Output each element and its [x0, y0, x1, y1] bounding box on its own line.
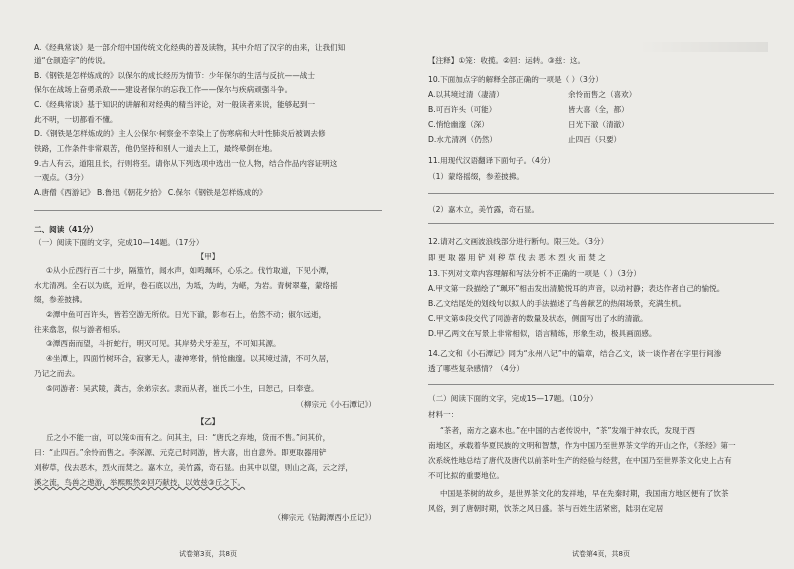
jia-p2-line-2: 往来翕忽，似与游者相乐。 [34, 325, 126, 334]
jia-source: （柳宗元《小石潭记》） [296, 400, 376, 409]
material-label: 材料一： [428, 410, 459, 419]
material-line-6: 风俗，到了唐朝时期，饮茶之风日盛。茶与百姓生活紧密，陆羽在定居 [428, 504, 664, 513]
question-11: 11.用现代汉语翻译下面句子。（4分） [428, 156, 556, 165]
question-12: 12.请对乙文画波浪线部分进行断句。限三处。（3分） [428, 237, 609, 246]
left-page [34, 0, 382, 569]
q10-c-left: C.悄怆幽邃（深） [428, 120, 489, 129]
question-9-choices: A.唐僧《西游记》 B.鲁迅《朝花夕拾》 C.保尔《钢铁是怎样炼成的》 [34, 188, 267, 197]
q13-option-b: B.乙文结尾处的划线句以拟人的手法描述了鸟兽献艺的热闹场景，充满生机。 [428, 299, 687, 308]
q13-option-c: C.甲文第⑤段交代了同游者的数量及状态，侧面写出了水的清澈。 [428, 314, 648, 323]
bleed-through-mark [638, 42, 768, 52]
option-b-line-2: 保尔在战场上奋勇杀敌——建设者保尔的忘我工作——保尔与疾病顽强斗争。 [34, 85, 293, 94]
material-line-3: 次系统性地总结了唐代及唐代以前茶叶生产的经验与经营，在中国乃至世界茶文化史上占有 [428, 456, 732, 465]
q10-b-left: B.可百许头（可能） [428, 105, 497, 114]
option-c-line-1: C.《经典常谈》基于知识的讲解和对经典的精当评论，对一般读者来说，能够起到一 [34, 100, 316, 109]
q10-a-left: A.以其境过清（凄清） [428, 90, 504, 99]
question-10: 10.下面加点字的解释全部正确的一项是（ ）（3分） [428, 75, 603, 84]
question-13: 13.下列对文章内容理解和写法分析不正确的一项是（ ）（3分） [428, 269, 641, 278]
reading-intro: （一）阅读下面的文字，完成10—14题。（17分） [34, 238, 204, 247]
q10-a-right: 余怜而售之（喜欢） [568, 90, 637, 99]
yi-source: （柳宗元《钴鉧潭西小丘记》） [273, 513, 376, 522]
yi-line-2: 曰：“止四百。”余怜而售之。李深源、元克己时同游，皆大喜，出自意外。即更取器用铲 [34, 448, 327, 457]
right-page [428, 0, 774, 569]
q13-option-a: A.甲文第一段描绘了“珮环”相击发出清脆悦耳的声音，以动衬静；表达作者自己的愉悦。 [428, 284, 725, 293]
annotation-note: 【注释】①笼：收揽。②回：运转。③兹：这。 [428, 56, 586, 65]
option-a-line-1: A.《经典常谈》是一部介绍中国传统文化经典的普及读物，其中介绍了汉字的由来，让我们知 [34, 43, 346, 52]
answer-line [34, 210, 382, 211]
q10-d-right: 止四百（只要） [568, 135, 622, 144]
question-12-text: 即 更 取 器 用 铲 刈 秽 草 伐 去 恶 木 烈 火 而 焚 之 [428, 253, 606, 262]
jia-p1-line-2: 水尤清冽。全石以为底，近岸，卷石底以出，为坻，为屿，为嵁，为岩。青树翠蔓，蒙络摇 [34, 281, 338, 290]
q10-d-left: D.水尤清冽（仍然） [428, 135, 498, 144]
jia-p2-line-1: ②潭中鱼可百许头，皆若空游无所依。日光下澈，影布石上，佁然不动；俶尔远逝， [46, 310, 327, 319]
option-c-line-2: 此不明，一切都看不懂。 [34, 115, 118, 124]
option-a-line-2: 道“仓颉造字”的传说。 [34, 56, 111, 65]
jia-p4-line-1: ④坐潭上，四面竹树环合，寂寥无人，凄神寒骨，悄怆幽邃。以其境过清，不可久居， [46, 354, 334, 363]
option-d-line-1: D.《钢铁是怎样炼成的》主人公保尔·柯察金不幸染上了伤寒病和大叶性肺炎后被调去修 [34, 129, 326, 138]
question-11-part-2: （2）嘉木立，美竹露，奇石显。 [428, 205, 540, 214]
jia-label: 【甲】 [196, 252, 220, 261]
option-d-line-2: 铁路，工作条件非常艰苦，他仍坚持和别人一道去上工，最终晕倒在地。 [34, 144, 277, 153]
q13-option-d: D.甲乙两文在写景上非常相似，语言精练，形象生动，极具画面感。 [428, 329, 657, 338]
answer-line [428, 193, 774, 194]
question-14-line-1: 14.乙文和《小石潭记》同为“永州八记”中的篇章，结合乙文，谈一谈作者在字里行间渗 [428, 349, 722, 358]
material-line-4: 不可比拟的重要地位。 [428, 471, 504, 480]
jia-p4-line-2: 乃记之而去。 [34, 369, 80, 378]
question-11-part-1: （1）蒙络摇缀，参差披拂。 [428, 172, 524, 181]
jia-p5: ⑤同游者：吴武陵，龚古，余弟宗玄。隶而从者，崔氏二小生，曰恕己，曰奉壹。 [46, 384, 319, 393]
yi-line-3: 刈秽草，伐去恶木，烈火而焚之。嘉木立，美竹露，奇石显。由其中以望，则山之高，云之浮， [34, 463, 353, 472]
question-9-line-2: 一观点。（3分） [34, 173, 89, 182]
material-line-5: 中国是茶树的故乡，是世界茶文化的发祥地，早在先秦时期，我国南方地区便有了饮茶 [440, 489, 729, 498]
section-title: 二、阅读（41分） [34, 225, 98, 234]
material-line-2: 南地区，承载着华夏民族的文明和智慧，作为中国乃至世界茶文学的开山之作，《茶经》第一 [428, 441, 736, 450]
option-b-line-1: B.《钢铁是怎样炼成的》以保尔的成长经历为情节：少年保尔的生活与反抗——战士 [34, 71, 315, 80]
answer-line [428, 223, 774, 224]
answer-line [428, 384, 774, 385]
q10-c-right: 日光下澈（清澈） [568, 120, 629, 129]
left-page-footer: 试卷第3页，共8页 [179, 550, 237, 558]
material-line-1: “茶者，南方之嘉木也。”在中国的古老传说中，“茶”发端于神农氏，发现于西 [440, 426, 695, 435]
yi-line-4: 溪之流，鸟兽之遨游，举熙熙然②回巧献技，以效兹③丘之下。 [34, 478, 246, 487]
jia-p3: ③潭西南而望，斗折蛇行，明灭可见。其岸势犬牙差互，不可知其源。 [46, 339, 281, 348]
yi-line-1: 丘之小不能一亩，可以笼①而有之。问其主，曰：“唐氏之弃地，货而不售。”问其价， [46, 433, 331, 442]
jia-p1-line-3: 缀，参差披拂。 [34, 295, 88, 304]
right-page-footer: 试卷第4页，共8页 [572, 550, 630, 558]
yi-label: 【乙】 [196, 417, 220, 426]
jia-p1-line-1: ①从小丘西行百二十步，隔篁竹，闻水声，如鸣珮环，心乐之。伐竹取道，下见小潭， [46, 266, 334, 275]
q10-b-right: 皆大喜（全，都） [568, 105, 629, 114]
question-14-line-2: 透了哪些复杂感情？（4分） [428, 364, 524, 373]
part-2-intro: （二）阅读下面的文字，完成15—17题。（10分） [428, 394, 598, 403]
question-9-line-1: 9.古人有云，道阻且长，行则将至。请你从下列选项中选出一位人物，结合作品内容证明这 [34, 159, 338, 168]
